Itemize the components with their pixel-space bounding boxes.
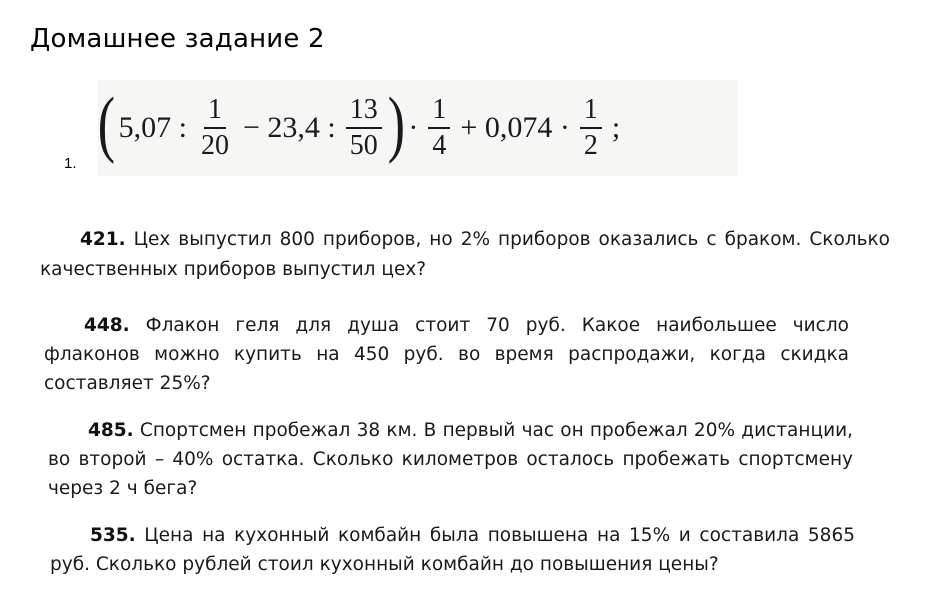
fraction-denominator: 20 <box>201 129 229 161</box>
problem-number: 535. <box>90 525 136 546</box>
problem-text: Флакон геля для душа стоит 70 руб. Какое наибольшее число флаконов можно купить на 450 руб. во время распродажи, когда скидка составляет 25%? <box>44 315 849 394</box>
problem-number: 421. <box>80 229 126 250</box>
fraction-denominator: 2 <box>583 129 598 161</box>
formula-term-2: − 23,4 : <box>243 111 336 144</box>
fraction-denominator: 4 <box>432 129 447 161</box>
formula-term-1: 5,07 : <box>118 111 187 144</box>
fraction-numerator: 1 <box>428 95 450 129</box>
fraction-1-20 <box>197 95 233 162</box>
multiply-dot: · <box>408 111 419 144</box>
close-parenthesis: ) <box>387 83 405 165</box>
open-parenthesis: ( <box>97 83 115 165</box>
problem-text: Спортсмен пробежал 38 км. В первый час он пробежал 20% дистанции, во второй – 40% остатка. Сколько километров осталось пробежать спортсмену через 2 ч бега? <box>48 420 853 499</box>
problem-448 <box>44 311 849 398</box>
problem-number: 448. <box>84 315 130 336</box>
problem-421 <box>40 225 890 285</box>
fraction-1-4 <box>428 95 450 162</box>
fraction-numerator: 1 <box>204 95 226 129</box>
fraction-1-2 <box>580 95 602 162</box>
formula-image <box>98 80 738 176</box>
problem-text: Цех выпустил 800 приборов, но 2% приборов оказались с браком. Сколько качественных приборов выпустил цех? <box>40 229 890 280</box>
formula-term-3: + 0,074 · <box>460 111 570 144</box>
fraction-numerator: 13 <box>346 95 382 129</box>
fraction-numerator: 1 <box>580 95 602 129</box>
problem-485 <box>48 416 853 503</box>
semicolon: ; <box>611 111 621 144</box>
problem-number: 485. <box>88 420 134 441</box>
task-number: 1. <box>64 155 77 172</box>
formula-expression <box>98 80 624 176</box>
page-title: Домашнее задание 2 <box>30 24 325 54</box>
problem-text: Цена на кухонный комбайн была повышена на 15% и составила 5865 руб. Сколько рублей стоил кухонный комбайн до повышения цены? <box>50 525 855 575</box>
problem-535 <box>50 521 855 579</box>
fraction-13-50 <box>346 95 382 162</box>
fraction-denominator: 50 <box>349 129 378 161</box>
